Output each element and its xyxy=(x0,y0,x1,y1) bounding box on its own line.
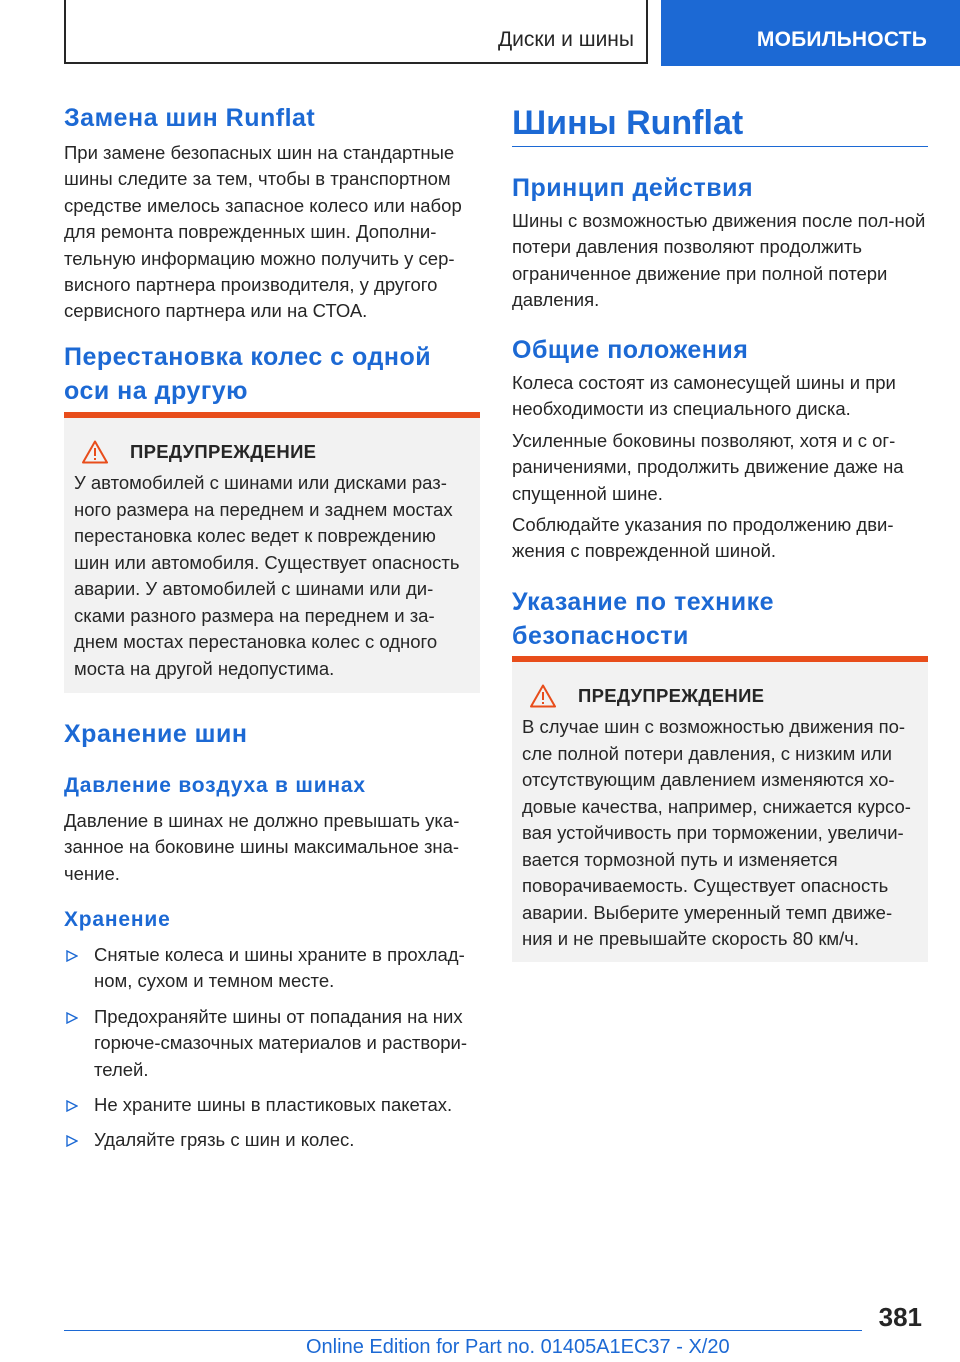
list-item: Удаляйте грязь с шин и колес. xyxy=(64,1127,484,1153)
section-tab xyxy=(64,0,648,64)
general-text-2: Усиленные боковины позволяют, хотя и с ог-раничениями, продолжить движение даже на спущенной шине. xyxy=(512,430,904,504)
storage-heading: Хранение шин xyxy=(64,720,248,748)
warning-box-rotation xyxy=(64,412,480,693)
warning-text: У автомобилей с шинами или дисками раз-ного размера на переднем и заднем мостах перестановка колес ведет к повреждению шин или автомобиля. Существует опасность аварии. У автомобилей с шинами или ди-сками разного размера на переднем и за-днем мостах перестановка колес с одного моста на другой недопустима. xyxy=(74,472,460,679)
principle-heading: Принцип действия xyxy=(512,174,754,202)
rotate-heading: Перестановка колес с одной оси на другую xyxy=(64,343,432,405)
warning-label: ПРЕДУПРЕЖДЕНИЕ xyxy=(130,441,317,462)
pressure-heading: Давление воздуха в шинах xyxy=(64,774,366,797)
storage-list xyxy=(64,942,484,1163)
chapter-title: МОБИЛЬНОСТЬ xyxy=(756,28,927,51)
general-text-3: Соблюдайте указания по продолжению дви-жения с поврежденной шиной. xyxy=(512,514,894,562)
list-item: Не храните шины в пластиковых пакетах. xyxy=(64,1092,484,1118)
warning-triangle-icon xyxy=(530,684,556,708)
replace-text: При замене безопасных шин на стандартные шины следите за тем, чтобы в транспортном средстве имелось запасное колесо или набор для ремонта поврежденных шин. Дополни-тельную информацию можно получить у сер-висного партнера производителя, у другого сервисного партнера или на СТОА. xyxy=(64,142,462,322)
bullet-triangle-icon xyxy=(66,950,78,962)
pressure-text: Давление в шинах не должно превышать ука-занное на боковине шины максимальное зна-чение. xyxy=(64,810,460,884)
principle-text: Шины с возможностью движения после пол-ной потери давления позволяют продолжить ограниченное движение при полной потери давления. xyxy=(512,210,926,311)
chapter-tab xyxy=(661,0,960,66)
title-rule xyxy=(512,146,928,147)
replace-heading: Замена шин Runflat xyxy=(64,104,316,132)
page-header xyxy=(0,0,960,66)
warning-triangle-icon xyxy=(82,440,108,464)
list-item: Предохраняйте шины от попадания на них горюче-смазочных материалов и раствори-телей. xyxy=(64,1004,484,1083)
warning-box-runflat xyxy=(512,656,928,962)
section-title: Диски и шины xyxy=(497,28,634,51)
bullet-triangle-icon xyxy=(66,1012,78,1024)
footer-rule xyxy=(64,1330,862,1331)
runflat-title: Шины Runflat xyxy=(512,104,744,142)
warning-label: ПРЕДУПРЕЖДЕНИЕ xyxy=(578,685,765,706)
general-heading: Общие положения xyxy=(512,336,749,364)
edition-link[interactable]: Online Edition for Part no. 01405A1EC37 - X/20 xyxy=(306,1336,730,1358)
storage-subheading: Хранение xyxy=(64,908,171,931)
safety-heading: Указание по технике безопасности xyxy=(512,588,775,650)
general-text-1: Колеса состоят из самонесущей шины и при необходимости из специального диска. xyxy=(512,372,896,420)
page-number: 381 xyxy=(878,1302,922,1332)
bullet-triangle-icon xyxy=(66,1100,78,1112)
bullet-triangle-icon xyxy=(66,1135,78,1147)
warning-text: В случае шин с возможностью движения по-сле полной потери давления, с низким или отсутствующим давлением изменяются хо-довые качества, например, снижается курсо-вая устойчивость при торможении, увеличи-вается тормозной путь и изменяется поворачиваемость. Существует опасность аварии. Выберите умеренный темп движе-ния и не превышайте скорость 80 км/ч. xyxy=(522,716,911,949)
list-item: Снятые колеса и шины храните в прохлад-ном, сухом и темном месте. xyxy=(64,942,484,995)
